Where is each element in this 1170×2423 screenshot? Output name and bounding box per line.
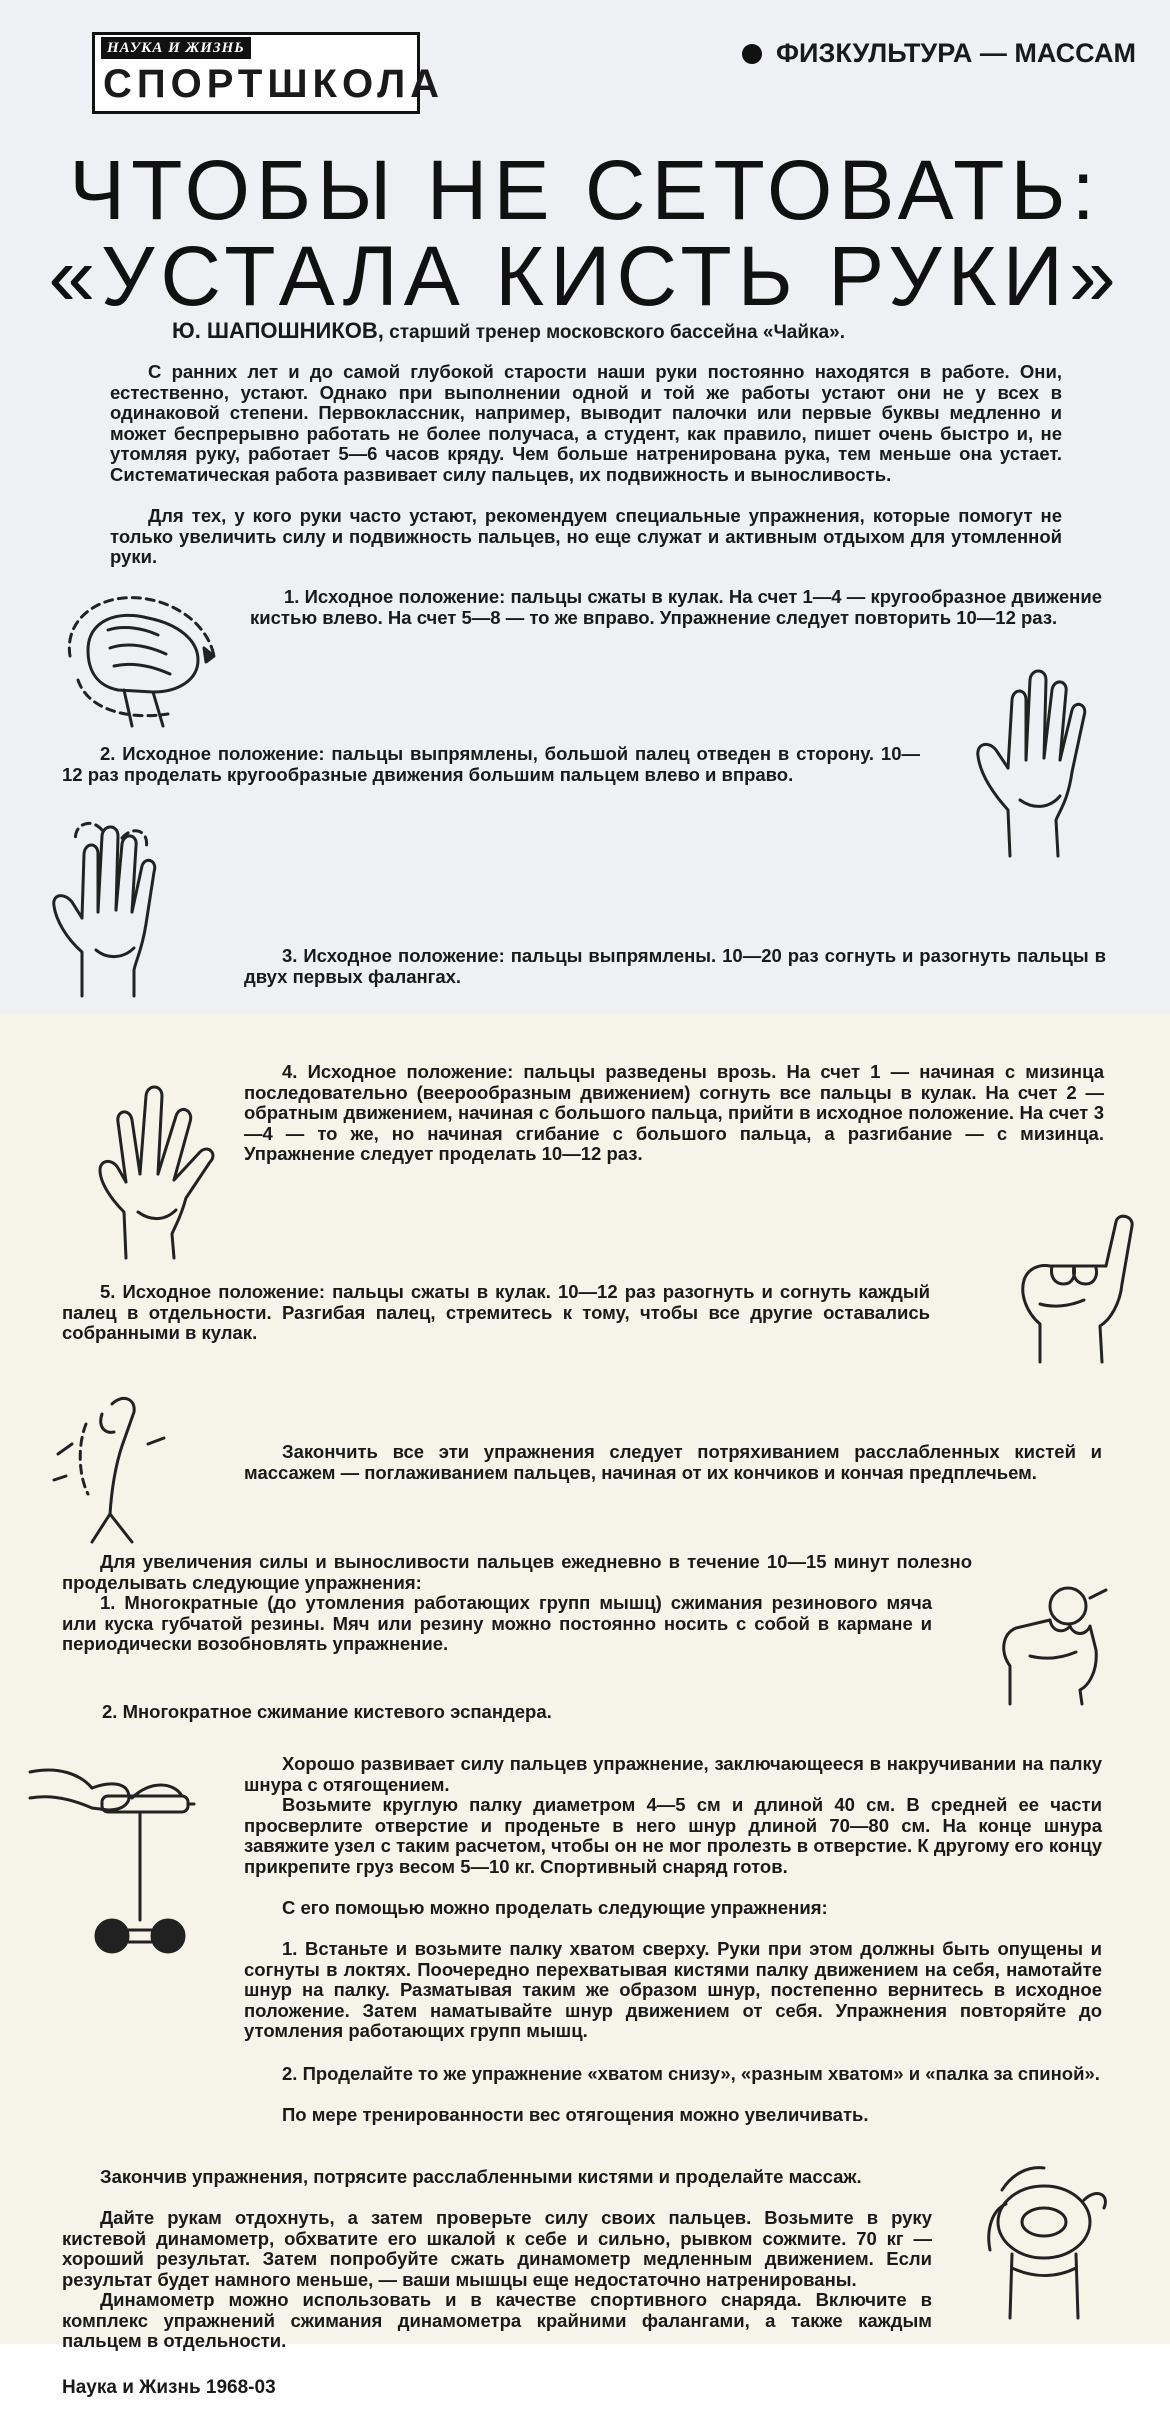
author-name: Ю. ШАПОШНИКОВ, bbox=[172, 318, 384, 343]
rubric-heading bbox=[742, 36, 1136, 70]
rope-paragraph-3: С его помощью можно проделать следующие упражнения: bbox=[282, 1897, 828, 1918]
open-palm-thumb-out-icon bbox=[960, 660, 1110, 860]
rope-exercise-3: По мере тренированности вес отягощения можно увеличивать. bbox=[282, 2104, 869, 2125]
closing-paragraph-3: Динамометр можно использовать и в качестве спортивного снаряда. Включите в комплекс упражнений сжимания динамометра крайними фалангами, а также каждым пальцем в отдельности. bbox=[62, 2289, 932, 2351]
intro-paragraph-1: С ранних лет и до самой глубокой старости наши руки постоянно находятся в работе. Они, естественно, устают. Однако при выполнении одной и той же работы устают они не у всех в одинаковой степени. Первоклассник, например, выводит палочки или первые буквы медленно и может беспрерывно работать не более получаса, а студент, как правило, пишет очень быстро и, не утомляя руку, работает 5—6 часов кряду. Чем больше натренирована рука, тем меньше она устает. Систематическая работа развивает силу пальцев, их подвижность и выносливость. bbox=[110, 361, 1062, 485]
hand-massage-icon bbox=[52, 1384, 172, 1544]
article-title-line-1: ЧТОБЫ НЕ СЕТОВАТЬ: bbox=[69, 143, 1101, 237]
fist-rotation-icon bbox=[48, 580, 228, 730]
rubric-logo bbox=[92, 32, 445, 114]
closing-paragraph-1: Закончив упражнения, потрясите расслабленными кистями и проделайте массаж. bbox=[100, 2166, 862, 2187]
byline bbox=[172, 318, 845, 346]
exercise-2-text: 2. Исходное положение: пальцы выпрямлены, большой палец отведен в сторону. 10—12 раз проделать кругообразные движения большим пальцем влево и вправо. bbox=[62, 743, 920, 785]
article-title-line-2: «УСТАЛА КИСТЬ РУКИ» bbox=[48, 229, 1122, 323]
squeezing-ball-hand-icon bbox=[990, 1576, 1120, 1706]
rubric-text: ФИЗКУЛЬТУРА — МАССАМ bbox=[776, 38, 1136, 68]
rope-exercise-2: 2. Проделайте то же упражнение «хватом снизу», «разным хватом» и «палка за спиной». bbox=[282, 2063, 1100, 2084]
fist-one-finger-icon bbox=[1010, 1214, 1150, 1364]
exercise-4-text: 4. Исходное положение: пальцы разведены врозь. На счет 1 — начиная с мизинца последовательно (веерообразным движением) согнуть все пальцы в кулак. На счет 2 — обратным движением, начиная с большого пальца, прийти в исходное положение. На счет 3—4 — то же, но начиная сгибание с большого пальца, а разгибание — с мизинца. Упражнение следует проделать 10—12 раз. bbox=[244, 1061, 1104, 1164]
rope-exercise-1: 1. Встаньте и возьмите палку хватом сверху. Руки при этом должны быть опущены и согнуты в локтях. Поочередно перехватывая кистями палку движением на себя, намотайте шнур на палку. Разматывая таким же образом шнур, постепенно вернитесь в исходное положение. Затем наматывайте шнур движением от себя. Упражнения повторяйте до утомления работающих групп мышц. bbox=[244, 1938, 1102, 2041]
straight-fingers-hand-icon bbox=[42, 820, 182, 1000]
bullet-icon bbox=[742, 44, 762, 64]
strength-exercise-1: 1. Многократные (до утомления работающих групп мышц) сжимания резинового мяча или куска губчатой резины. Мяч или резину можно постоянно носить с собой в кармане и периодически возобновлять упражнение. bbox=[62, 1592, 932, 1654]
rope-winding-device-icon bbox=[28, 1752, 198, 1962]
exercise-1-text: 1. Исходное положение: пальцы сжаты в кулак. На счет 1—4 — кругообразное движение кистью влево. На счет 5—8 — то же вправо. Упражнение следует повторить 10—12 раз. bbox=[250, 586, 1102, 628]
intro-paragraph-2: Для тех, у кого руки часто устают, рекомендуем специальные упражнения, которые помогут не только увеличить силу и подвижность пальцев, но еще служат и активным отдыхом для утомленной руки. bbox=[110, 505, 1062, 567]
logo-magazine-name: НАУКА И ЖИЗНЬ bbox=[101, 37, 251, 59]
strength-exercise-2: 2. Многократное сжимание кистевого эспандера. bbox=[102, 1701, 552, 1722]
rope-paragraph-2: Возьмите круглую палку диаметром 4—5 см и длиной 40 см. В средней ее части просверлите отверстие и проденьте в него шнур длиной 70—80 см. На конце шнура завяжите узел с таким расчетом, чтобы он не мог пролезть в отверстие. К другому его концу прикрепите груз весом 5—10 кг. Спортивный снаряд готов. bbox=[244, 1794, 1102, 1877]
logo-section-name: СПОРТШКОЛА bbox=[103, 62, 445, 106]
rope-paragraph-1: Хорошо развивает силу пальцев упражнение, заключающееся в накручивании на палку шнура с отягощением. bbox=[244, 1753, 1102, 1795]
footer-source: Наука и Жизнь 1968-03 bbox=[62, 2377, 276, 2398]
closing-paragraph-2: Дайте рукам отдохнуть, а затем проверьте силу своих пальцев. Возьмите в руку кистевой динамометр, обхватите его шкалой к себе и сильно, рывком сожмите. 70 кг — хороший результат. Затем попробуйте сжать динамометр медленным движением. Если результат будет намного меньше, — ваши мышцы еще недостаточно натренированы. bbox=[62, 2207, 932, 2290]
exercise-5-text: 5. Исходное положение: пальцы сжаты в кулак. 10—12 раз разогнуть и согнуть каждый палец в отдельности. Разгибая палец, стремитесь к тому, чтобы все другие оставались собранными в кулак. bbox=[62, 1281, 930, 1343]
finish-paragraph: Закончить все эти упражнения следует потряхиванием расслабленных кистей и массажем — поглаживанием пальцев, начиная от их кончиков и кончая предплечьем. bbox=[244, 1441, 1102, 1483]
fingers-spread-hand-icon bbox=[90, 1082, 220, 1262]
strength-intro: Для увеличения силы и выносливости пальцев ежедневно в течение 10—15 минут полезно проделывать следующие упражнения: bbox=[62, 1551, 972, 1593]
dynamometer-hand-icon bbox=[972, 2150, 1122, 2320]
author-position: старший тренер московского бассейна «Чайка». bbox=[389, 322, 845, 343]
exercise-3-text: 3. Исходное положение: пальцы выпрямлены. 10—20 раз согнуть и разогнуть пальцы в двух первых фалангах. bbox=[244, 945, 1106, 987]
